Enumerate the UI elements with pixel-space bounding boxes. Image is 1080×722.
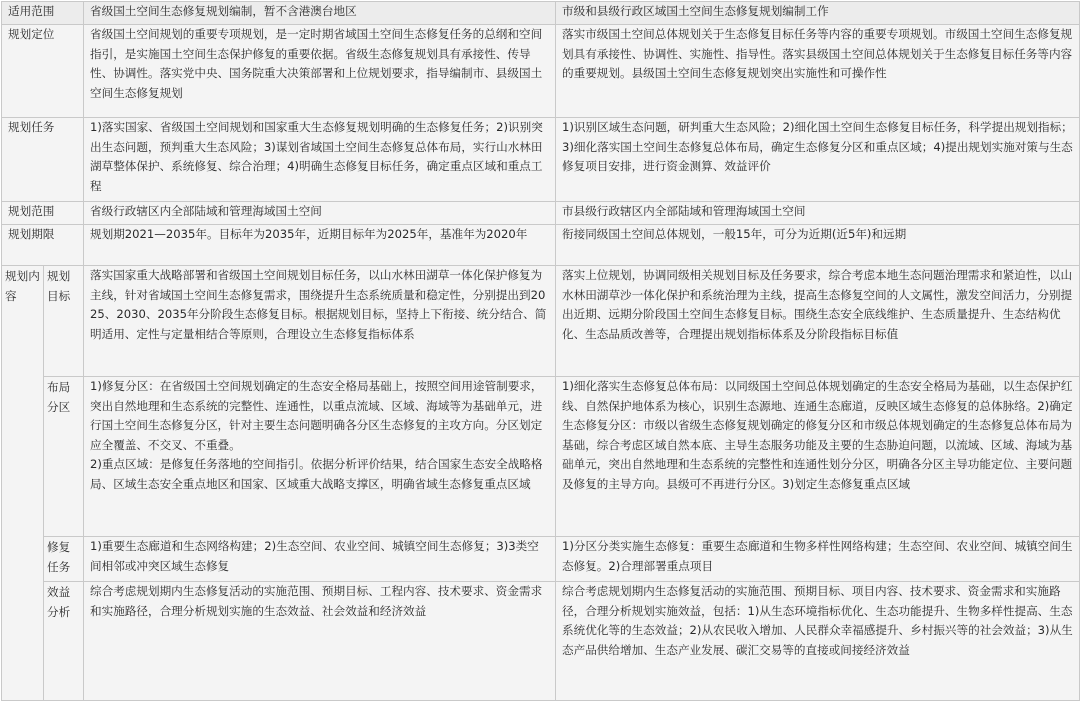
municipal-cell: 落实市级国土空间总体规划关于生态修复目标任务等内容的重要专项规划。市级国土空间生态修复规划具有承接性、协调性、实施性、指导性。落实县级国土空间总体规划关于生态修复目标任务等内容的重要规划。县级国土空间生态修复规划突出实施性和可操作性 (556, 25, 1080, 118)
sub-label-restoration: 修复任务 (44, 537, 84, 582)
table-row-goals (2, 266, 1080, 377)
table-row-period (2, 225, 1080, 266)
table-row-restoration (2, 537, 1080, 582)
table-row-scope (2, 202, 1080, 225)
municipal-cell: 综合考虑规划期内生态修复活动的实施范围、预期目标、项目内容、技术要求、资金需求和实施路径，合理分析规划实施效益，包括：1)从生态环境指标优化、生态功能提升、生物多样性提高、生态系统优化等的生态效益；2)从农民收入增加、人民群众幸福感提升、乡村振兴等的社会效益；3)从生态产品供给增加、生态产业发展、碳汇交易等的直接或间接经济效益 (556, 582, 1080, 701)
provincial-cell: 规划期2021—2035年。目标年为2035年，近期目标年为2025年，基准年为2020年 (84, 225, 556, 266)
municipal-cell: 1)识别区域生态问题，研判重大生态风险；2)细化国土空间生态修复目标任务，科学提出规划指标；3)细化落实国土空间生态修复总体布局，确定生态修复分区和重点区域；4)提出规划实施对策与生态修复项目安排，进行资金测算、效益评价 (556, 118, 1080, 202)
municipal-cell: 衔接同级国土空间总体规划，一般15年，可分为近期(近5年)和远期 (556, 225, 1080, 266)
municipal-cell: 落实上位规划，协调同级相关规划目标及任务要求，综合考虑本地生态问题治理需求和紧迫性，以山水林田湖草沙一体化保护和系统治理为主线，提高生态修复空间的人文属性，激发空间活力，分别提出近期、远期分阶段国土空间生态修复目标。围绕生态安全底线维护、生态质量提升、生态结构优化、生态品质改善等，合理提出规划指标体系及分阶段指标目标值 (556, 266, 1080, 377)
provincial-cell: 省级行政辖区内全部陆域和管理海域国土空间 (84, 202, 556, 225)
row-label-scope-of-application: 适用范围 (2, 2, 84, 25)
table-row-benefit (2, 582, 1080, 701)
table-row-layout (2, 377, 1080, 537)
municipal-cell: 1)分区分类实施生态修复：重要生态廊道和生物多样性网络构建；生态空间、农业空间、城镇空间生态修复。2)合理部署重点项目 (556, 537, 1080, 582)
table-row-tasks (2, 118, 1080, 202)
provincial-cell: 省级国土空间规划的重要专项规划，是一定时期省域国土空间生态修复任务的总纲和空间指引，是实施国土空间生态保护修复的重要依据。省级生态修复规划具有承接性、传导性、协调性。落实党中央、国务院重大决策部署和上位规划要求，指导编制市、县级国土空间生态修复规划 (84, 25, 556, 118)
provincial-cell: 综合考虑规划期内生态修复活动的实施范围、预期目标、工程内容、技术要求、资金需求和实施路径，合理分析规划实施的生态效益、社会效益和经济效益 (84, 582, 556, 701)
provincial-paragraph-key-areas: 2)重点区域：是修复任务落地的空间指引。依据分析评价结果，结合国家生态安全战略格局、区域生态安全重点地区和国家、区域重大战略支撑区，明确省域生态修复重点区域 (90, 457, 543, 491)
provincial-cell: 1)重要生态廊道和生态网络构建；2)生态空间、农业空间、城镇空间生态修复；3)3类空间相邻或冲突区域生态修复 (84, 537, 556, 582)
row-label-scope: 规划范围 (2, 202, 84, 225)
sub-label-benefit: 效益分析 (44, 582, 84, 701)
provincial-cell: 落实国家重大战略部署和省级国土空间规划目标任务，以山水林田湖草一体化保护修复为主线，针对省域国土空间生态修复需求，围绕提升生态系统质量和稳定性，分别提出到2025、2030、2035年分阶段生态修复目标。根据规划目标，坚持上下衔接、统分结合、简明适用、定性与定量相结合等原则，合理设立生态修复指标体系 (84, 266, 556, 377)
row-label-positioning: 规划定位 (2, 25, 84, 118)
row-label-tasks: 规划任务 (2, 118, 84, 202)
row-label-period: 规划期限 (2, 225, 84, 266)
sub-label-layout: 布局分区 (44, 377, 84, 537)
provincial-paragraph-zoning: 1)修复分区：在省级国土空间规划确定的生态安全格局基础上，按照空间用途管制要求，突出自然地理和生态系统的完整性、连通性，以重点流域、区域、海域等为基础单元，进行国土空间生态修复分区，针对主要生态问题明确各分区生态修复的主攻方向。分区划定应全覆盖、不交叉、不重叠。 (90, 379, 543, 452)
municipal-cell: 市级和县级行政区域国土空间生态修复规划编制工作 (556, 2, 1080, 25)
provincial-cell: 1)落实国家、省级国土空间规划和国家重大生态修复规划明确的生态修复任务；2)识别突出生态问题，预判重大生态风险；3)谋划省域国土空间生态修复总体布局，实行山水林田湖草整体保护、系统修复、综合治理；4)明确生态修复目标任务，确定重点区域和重点工程 (84, 118, 556, 202)
sub-label-goals: 规划目标 (44, 266, 84, 377)
provincial-cell (84, 377, 556, 537)
table-row-header (2, 2, 1080, 25)
row-label-content: 规划内容 (2, 266, 44, 701)
comparison-table (1, 1, 1080, 701)
municipal-cell: 1)细化落实生态修复总体布局：以同级国土空间总体规划确定的生态安全格局为基础，以生态保护红线、自然保护地体系为核心，识别生态源地、连通生态廊道，反映区域生态修复的总体脉络。2)确定生态修复分区：市级以省级生态修复规划确定的修复分区和市级总体规划确定的生态修复总体布局为基础，综合考虑区域自然本底、主导生态服务功能及主要的生态胁迫问题，以流域、区域、海域为基础单元，突出自然地理和生态系统的完整性和连通性划分分区，明确各分区主导功能定位、主要问题及修复的主导方向。县级可不再进行分区。3)划定生态修复重点区域 (556, 377, 1080, 537)
table-row-positioning (2, 25, 1080, 118)
provincial-cell: 省级国土空间生态修复规划编制，暂不含港澳台地区 (84, 2, 556, 25)
municipal-cell: 市县级行政辖区内全部陆域和管理海域国土空间 (556, 202, 1080, 225)
